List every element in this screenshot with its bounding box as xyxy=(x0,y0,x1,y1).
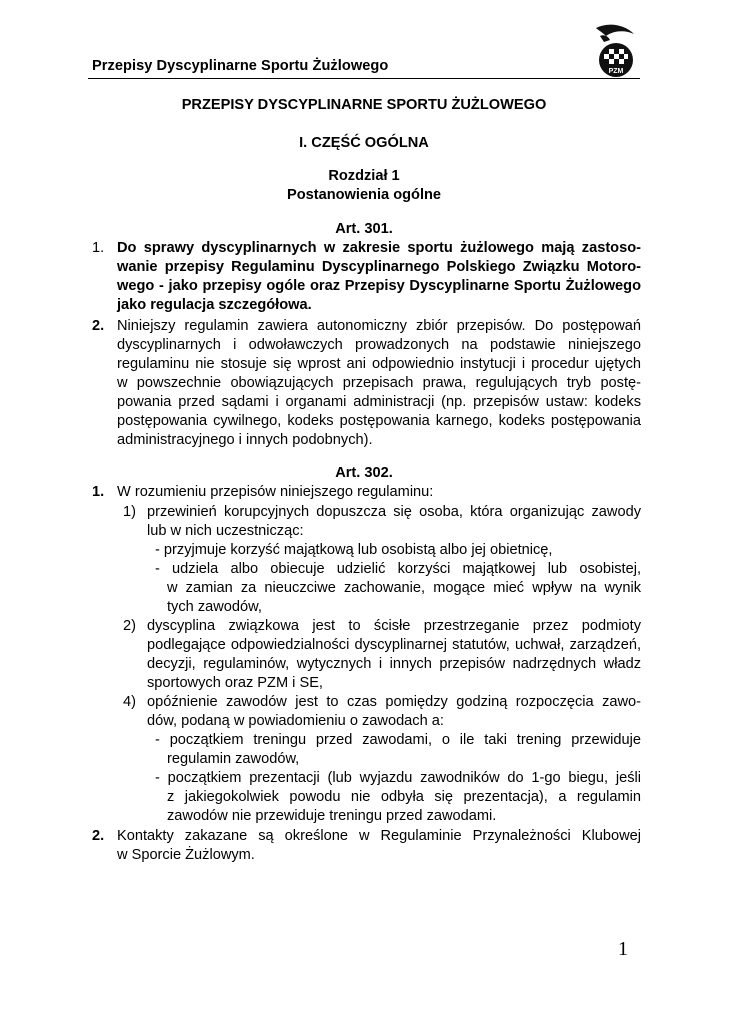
pzm-logo-icon xyxy=(590,22,638,80)
art301-para1-line: Do sprawy dyscyplinarnych w zakresie sportu żużlowego mają zastoso- xyxy=(117,240,641,256)
art301-para2-line: regulaminu nie stosuje się wprost ani odpowiednio instytucji i procedur ujętych xyxy=(117,356,641,372)
art301-para1-line: wanie przepisy Regulaminu Dyscyplinarnego Polskiego Związku Motoro- xyxy=(117,259,641,275)
art301-para2-line: w powszechnie obowiązujących przepisach prawa, regulujących tryb postę- xyxy=(117,375,641,391)
chapter-title: Rozdział 1 xyxy=(328,168,400,184)
art302-para1-text: W rozumieniu przepisów niniejszego regulaminu: xyxy=(117,484,434,500)
art302-item1-dash-line: - udziela albo obiecuje udzielić korzyści majątkowej lub osobistej, xyxy=(155,561,641,577)
running-header-title: Przepisy Dyscyplinarne Sportu Żużlowego xyxy=(92,58,389,74)
art302-item4-number: 4) xyxy=(123,694,136,710)
document-title: PRZEPISY DYSCYPLINARNE SPORTU ŻUŻLOWEGO xyxy=(181,97,547,113)
art302-item4-dash-line: z jakiegokolwiek powodu nie odbyła się prezentacja), a regulamin xyxy=(167,789,641,805)
art302-item1-dash-line: w zamian za nieuczciwe zachowanie, mogące mieć wpływ na wynik xyxy=(167,580,641,596)
art302-item4-line: opóźnienie zawodów jest to czas pomiędzy godziną rozpoczęcia zawo- xyxy=(147,694,641,710)
art302-para2-number: 2. xyxy=(92,828,105,844)
art302-item1-number: 1) xyxy=(123,504,136,520)
art301-para1-line: wego - jako przepisy ogóle oraz Przepisy Dyscyplinarne Sportu Żużlowego xyxy=(117,278,641,294)
art302-item2-line: dyscyplina związkowa jest to ścisłe przestrzeganie przez podmioty xyxy=(147,618,641,634)
art301-para2-line: administracyjnego i innych podobnych). xyxy=(117,432,373,448)
art302-item1-dash-line: tych zawodów, xyxy=(167,599,262,615)
art301-para2-number: 2. xyxy=(92,318,105,334)
article-302-heading: Art. 302. xyxy=(335,465,393,481)
logo-text: PZM xyxy=(608,68,624,75)
art302-item4-dash-line: zawodów nie przewiduje treningu przed zawodami. xyxy=(167,808,497,824)
art302-para2-line: w Sporcie Żużlowym. xyxy=(117,847,255,863)
art301-para2-line: postępowania cywilnego, kodeks postępowania karnego, kodeks postępowania xyxy=(117,413,641,429)
art302-item2-line: decyzji, regulaminów, wytycznych i innych przepisów nadrzędnych władz xyxy=(147,656,641,672)
art302-item4-dash-line: - początkiem prezentacji (lub wyjazdu zawodników do 1-go biegu, jeśli xyxy=(155,770,641,786)
page-number: 1 xyxy=(618,938,628,960)
art302-item1-line: przewinień korupcyjnych dopuszcza się osoba, która organizując zawody xyxy=(147,504,641,520)
art301-para2-line: Niniejszy regulamin zawiera autonomiczny zbiór przepisów. Do postępowań xyxy=(117,318,641,334)
art301-para2-line: dyscyplinarnych i odwoławczych prowadzonych na podstawie niniejszego xyxy=(117,337,641,353)
header-divider xyxy=(88,78,640,79)
part-title: I. CZĘŚĆ OGÓLNA xyxy=(299,135,429,151)
art302-item2-line: podlegające odpowiedzialności dyscyplinarnej statutów, uchwał, zarządzeń, xyxy=(147,637,641,653)
art302-item4-line: dów, podaną w powiadomieniu o zawodach a: xyxy=(147,713,444,729)
art302-item4-dash-line: regulamin zawodów, xyxy=(167,751,300,767)
art302-item1-dash: - przyjmuje korzyść majątkową lub osobistą albo jej obietnicę, xyxy=(155,542,553,558)
art302-item1-line: lub w nich uczestnicząc: xyxy=(147,523,304,539)
art302-item2-number: 2) xyxy=(123,618,136,634)
article-301-heading: Art. 301. xyxy=(335,221,393,237)
art302-para1-number: 1. xyxy=(92,484,105,500)
chapter-subtitle: Postanowienia ogólne xyxy=(286,187,442,203)
art301-para2-line: powania przed sądami i organami administracji (np. przepisów ustaw: kodeks xyxy=(117,394,641,410)
art302-para2-line: Kontakty zakazane są określone w Regulaminie Przynależności Klubowej xyxy=(117,828,641,844)
art301-para1-number: 1. xyxy=(92,240,105,256)
art302-item4-dash-line: - początkiem treningu przed zawodami, o ile taki trening przewiduje xyxy=(155,732,641,748)
art302-item2-line: sportowych oraz PZM i SE, xyxy=(147,675,323,691)
art301-para1-line: jako regulacja szczegółowa. xyxy=(117,297,312,313)
